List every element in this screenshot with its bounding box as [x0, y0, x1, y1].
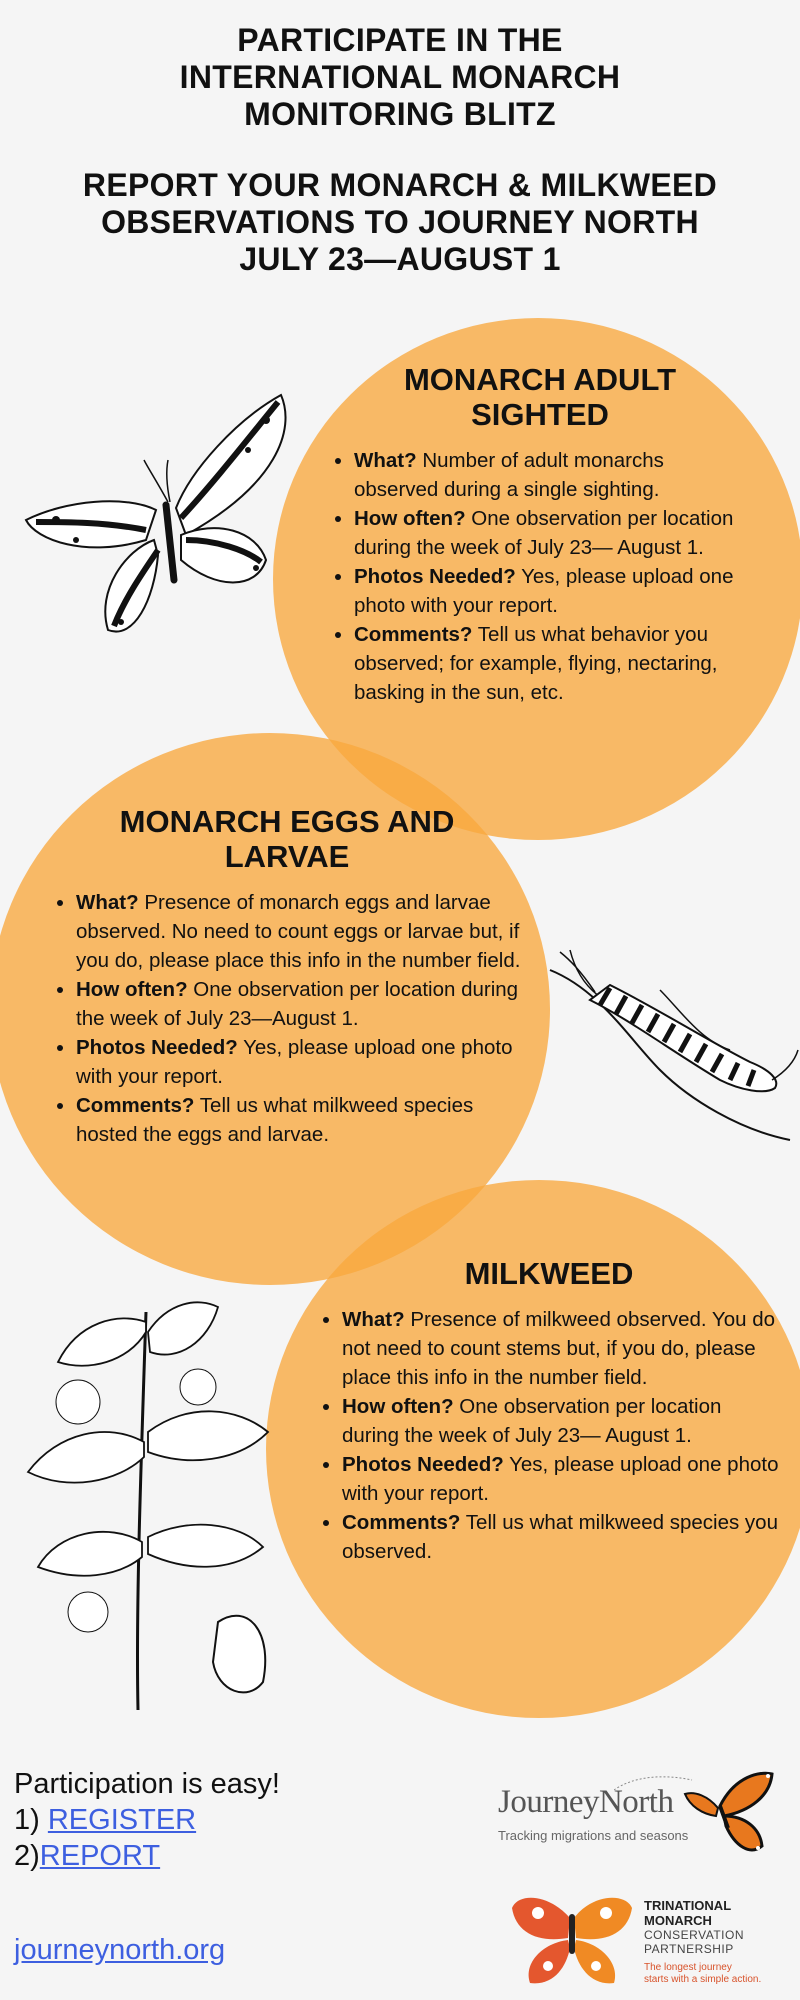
list-item [342, 1392, 780, 1450]
tmcp-slogan-line: starts with a simple action. [644, 1974, 762, 1985]
item-text: Number of adult monarchs observed during a single sighting. [354, 449, 664, 501]
list-item [342, 1305, 780, 1392]
flight-path-icon [614, 1772, 694, 1792]
step-row [14, 1838, 280, 1874]
item-label: Photos Needed? [76, 1036, 238, 1059]
item-text: Tell us what behavior you observed; for example, flying, nectaring, basking in the sun, etc. [354, 623, 718, 704]
tmcp-line: MONARCH [644, 1913, 712, 1928]
header-line: JULY 23—AUGUST 1 [239, 241, 561, 277]
website-link[interactable]: journeynorth.org [14, 1934, 226, 1966]
eggs-larvae-section [52, 804, 522, 1149]
participation-intro: Participation is easy! [14, 1768, 280, 1800]
item-text: Yes, please upload one photo with your report. [76, 1036, 513, 1088]
item-label: How often? [342, 1395, 454, 1418]
monarch-butterfly-illustration [16, 390, 312, 658]
item-label: Photos Needed? [342, 1453, 504, 1476]
step-row [14, 1802, 280, 1838]
section-title-line: MONARCH ADULT [403, 362, 677, 397]
header-line: MONITORING BLITZ [244, 96, 556, 132]
item-label: How often? [354, 507, 466, 530]
header-line: REPORT YOUR MONARCH & MILKWEED [82, 167, 718, 203]
tmcp-line: TRINATIONAL [644, 1898, 732, 1913]
list-item [342, 1508, 780, 1566]
item-label: What? [342, 1308, 405, 1331]
caterpillar-illustration [540, 930, 800, 1150]
item-text: Presence of monarch eggs and larvae observed. No need to count eggs or larvae but, if you do, please place this info in the number field. [76, 891, 521, 972]
list-item [76, 1091, 522, 1149]
item-text: Tell us what milkweed species hosted the eggs and larvae. [76, 1094, 474, 1146]
tmcp-slogan [644, 1962, 764, 1986]
page-header [0, 22, 800, 278]
section-title [52, 804, 522, 874]
tmcp-slogan-line: The longest journey [644, 1962, 732, 1973]
adult-sighted-section [330, 362, 750, 707]
item-label: Comments? [76, 1094, 195, 1117]
section-list [330, 446, 750, 707]
list-item [354, 504, 750, 562]
item-label: Comments? [354, 623, 473, 646]
tmcp-line: CONSERVATION [644, 1928, 745, 1942]
header-line: INTERNATIONAL MONARCH [179, 59, 621, 95]
item-label: What? [76, 891, 139, 914]
tmcp-butterfly-icon [508, 1888, 636, 1988]
section-title-line: LARVAE [224, 839, 350, 874]
participation-steps [14, 1766, 280, 1874]
monarch-logo-icon [680, 1766, 774, 1862]
tmcp-name-bold [644, 1898, 731, 1928]
item-label: Comments? [342, 1511, 461, 1534]
journey-north-wordmark: JourneyNorth [498, 1784, 674, 1820]
list-item [354, 562, 750, 620]
section-title-line: SIGHTED [471, 397, 609, 432]
step-number: 1) [14, 1804, 40, 1836]
list-item [354, 620, 750, 707]
milkweed-section [318, 1256, 780, 1566]
section-list [318, 1305, 780, 1566]
list-item [342, 1450, 780, 1508]
item-text: One observation per location during the week of July 23—August 1. [76, 978, 519, 1030]
item-text: One observation per location during the week of July 23— August 1. [342, 1395, 722, 1447]
list-item [76, 975, 522, 1033]
item-label: What? [354, 449, 417, 472]
section-title [330, 362, 750, 432]
tmcp-name-light [644, 1928, 744, 1956]
milkweed-illustration [18, 1292, 288, 1710]
section-title [318, 1256, 780, 1291]
item-label: Photos Needed? [354, 565, 516, 588]
header-line: OBSERVATIONS TO JOURNEY NORTH [101, 204, 699, 240]
section-list [52, 888, 522, 1149]
journey-north-logo[interactable] [494, 1766, 774, 1866]
item-text: Yes, please upload one photo with your report. [354, 565, 734, 617]
tmcp-logo[interactable] [508, 1888, 798, 1988]
tmcp-line: PARTNERSHIP [644, 1942, 734, 1956]
list-item [76, 1033, 522, 1091]
list-item [354, 446, 750, 504]
report-link[interactable]: REPORT [39, 1840, 161, 1872]
step-number: 2) [14, 1840, 40, 1872]
item-label: How often? [76, 978, 188, 1001]
journey-north-tagline: Tracking migrations and seasons [498, 1828, 689, 1843]
section-title-line: MILKWEED [464, 1256, 634, 1291]
item-text: Yes, please upload one photo with your report. [342, 1453, 779, 1505]
item-text: Presence of milkweed observed. You do not need to count stems but, if you do, please place this info in the number field. [342, 1308, 775, 1389]
item-text: Tell us what milkweed species you observed. [342, 1511, 778, 1563]
item-text: One observation per location during the week of July 23— August 1. [354, 507, 734, 559]
section-title-line: MONARCH EGGS AND [119, 804, 455, 839]
register-link[interactable]: REGISTER [47, 1804, 197, 1836]
list-item [76, 888, 522, 975]
header-line: PARTICIPATE IN THE [237, 22, 563, 58]
